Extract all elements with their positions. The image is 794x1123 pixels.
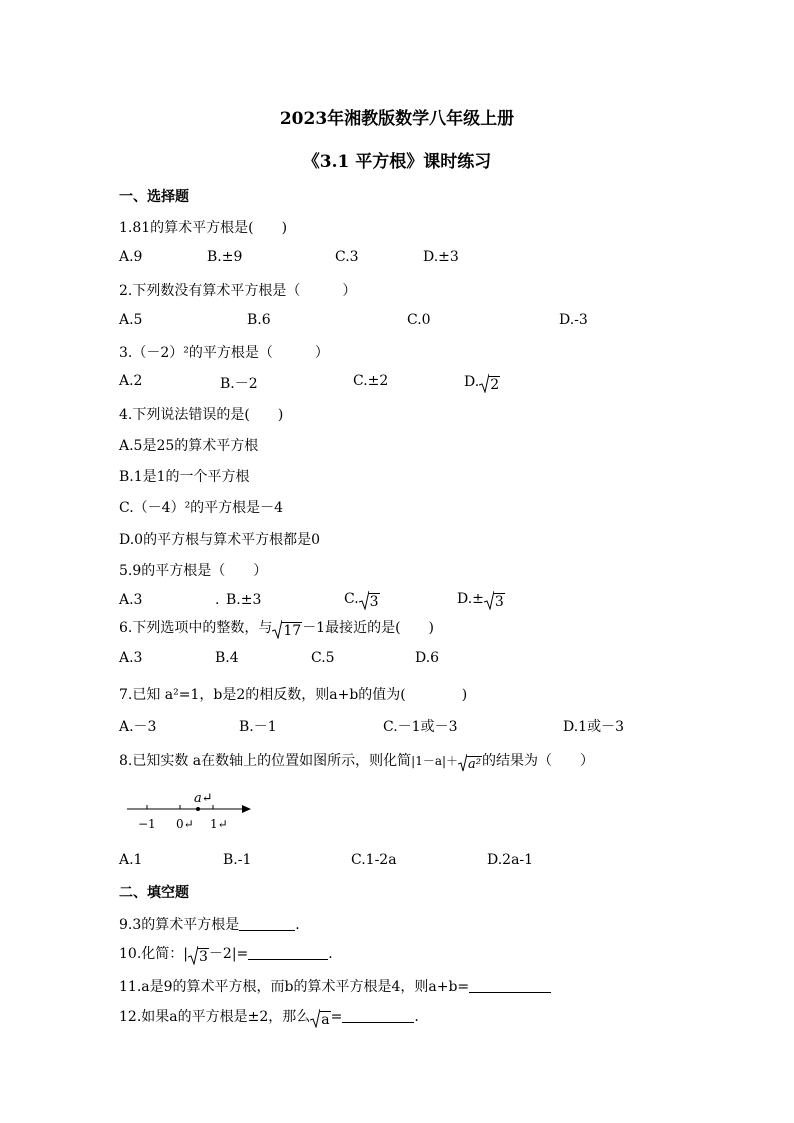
question-10 [119, 943, 333, 965]
sqrt-radicand: 3 [494, 594, 504, 610]
q2-option-c: C.0 [407, 312, 431, 328]
q1-option-a: A.9 [119, 249, 143, 265]
q8-option-d: D.2a-1 [487, 852, 534, 868]
document-subtitle: 《3.1 平方根》课时练习 [302, 152, 492, 172]
q8-text-suffix: 的结果为（ ） [482, 753, 595, 769]
q1-option-d: D.±3 [423, 249, 459, 265]
q5-option-a: A.3 [119, 592, 143, 608]
q4-option-a: A.5是25的算术平方根 [119, 438, 259, 454]
sqrt-sign [310, 1008, 330, 1028]
q6-option-b: B.4 [215, 650, 239, 666]
q8-text-prefix: 8.已知实数 a在数轴上的位置如图所示，则化简 [119, 753, 412, 769]
q10-answer-blank[interactable] [248, 945, 328, 960]
sqrt-sign [484, 590, 505, 610]
number-line-figure [125, 788, 260, 833]
question-7: 7.已知 a²=1，b是2的相反数，则a+b的值为( ) [119, 687, 468, 703]
section-choice-heading: 一、选择题 [119, 189, 189, 205]
sqrt-sign [359, 590, 380, 610]
section-fill-heading: 二、填空题 [119, 885, 189, 901]
q1-option-b: B.±9 [207, 249, 243, 265]
q7-option-d: D.1或－3 [563, 719, 624, 735]
q4-option-d: D.0的平方根与算术平方根都是0 [119, 532, 320, 548]
label-1: 1↵ [210, 817, 228, 831]
number-line-arrow [242, 805, 251, 813]
q6-option-d: D.6 [415, 650, 440, 666]
question-11 [119, 976, 551, 996]
question-1: 1.81的算术平方根是( ) [119, 220, 288, 236]
q3-option-a: A.2 [119, 373, 143, 389]
q3-option-d-label: D. [464, 374, 480, 390]
label-a: a↵ [194, 791, 213, 806]
q12-text-suffix: . [414, 1009, 419, 1025]
q5-option-d [457, 590, 505, 610]
point-a [196, 807, 200, 811]
q8-option-c: C.1-2a [351, 852, 397, 868]
q6-option-a: A.3 [119, 650, 143, 666]
sqrt-radicand: a² [468, 757, 482, 772]
sqrt-sign [272, 619, 302, 639]
q5-option-b: B.±3 [226, 592, 262, 608]
q5-option-d-label: D.± [457, 591, 484, 607]
q1-option-c: C.3 [335, 249, 359, 265]
q11-answer-blank[interactable] [469, 978, 551, 993]
q2-option-b: B.6 [247, 312, 271, 328]
q10-text-suffix: . [328, 946, 333, 962]
question-4: 4.下列说法错误的是( ) [119, 407, 284, 423]
q2-option-d: D.-3 [559, 312, 588, 328]
question-3: 3.（－2）²的平方根是（ ） [119, 345, 329, 361]
q9-text-suffix: . [295, 917, 300, 933]
q8-option-a: A.1 [119, 852, 143, 868]
sqrt-radicand: a [321, 1012, 330, 1028]
q2-option-a: A.5 [119, 312, 143, 328]
question-2: 2.下列数没有算术平方根是（ ） [119, 283, 357, 299]
document-title: 2023年湘教版数学八年级上册 [279, 109, 515, 129]
q7-option-b: B.－1 [239, 719, 277, 735]
q5-option-c [344, 590, 380, 610]
sqrt-radicand: 3 [369, 594, 379, 610]
question-8 [119, 750, 594, 772]
label-0: 0↵ [176, 817, 194, 831]
label-minus-1: −1 [138, 817, 156, 831]
q6-text-prefix: 6.下列选项中的整数，与 [119, 620, 273, 636]
sqrt-radicand: 17 [283, 623, 302, 639]
q9-text: 9.3的算术平方根是 [119, 917, 240, 933]
q3-option-d [464, 373, 500, 393]
sqrt-sign [479, 373, 500, 393]
q5-stray-dot: . [215, 592, 220, 608]
q12-answer-blank[interactable] [342, 1008, 414, 1023]
question-9 [119, 914, 300, 934]
q10-text-mid: －2|= [208, 946, 249, 962]
q12-text-prefix: 12.如果a的平方根是±2，那么 [119, 1009, 311, 1025]
question-6 [119, 617, 434, 639]
q5-option-c-label: C. [344, 591, 359, 607]
q8-abs-expr: |1－a|＋ [411, 754, 459, 768]
question-12 [119, 1006, 419, 1028]
q10-text-prefix: 10.化简：| [119, 946, 188, 962]
q3-option-c: C.±2 [353, 373, 389, 389]
sqrt-sign [188, 945, 209, 965]
q7-option-a: A.－3 [119, 719, 157, 735]
q8-option-b: B.-1 [223, 852, 252, 868]
q3-option-b: B.－2 [220, 376, 258, 392]
sqrt-sign [458, 753, 482, 772]
question-5: 5.9的平方根是（ ） [119, 563, 268, 579]
q4-option-b: B.1是1的一个平方根 [119, 469, 250, 485]
q11-text: 11.a是9的算术平方根，而b的算术平方根是4，则a+b= [119, 979, 470, 995]
sqrt-radicand: 3 [198, 949, 208, 965]
sqrt-radicand: 2 [490, 377, 500, 393]
q6-text-suffix: －1最接近的是( ) [302, 620, 435, 636]
q9-answer-blank[interactable] [239, 916, 295, 931]
q12-text-mid: = [330, 1009, 343, 1025]
q6-option-c: C.5 [311, 650, 335, 666]
q4-option-c: C.（－4）²的平方根是－4 [119, 500, 284, 516]
q7-option-c: C.－1或－3 [383, 719, 458, 735]
